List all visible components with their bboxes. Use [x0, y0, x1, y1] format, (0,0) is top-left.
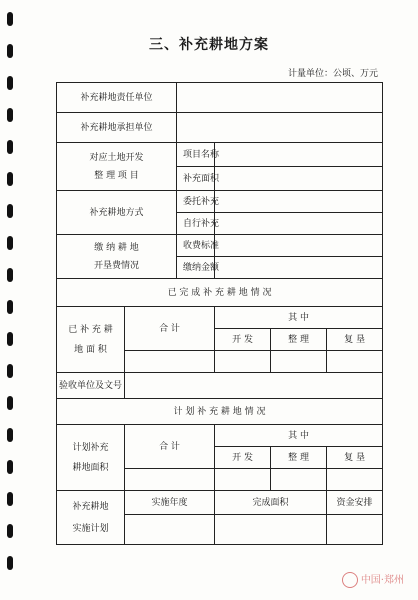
fee-label-line2: 开垦费情况 — [94, 260, 140, 271]
completed-of-which-label: 其 中 — [215, 307, 383, 329]
plan-reclaim-label: 复 垦 — [327, 447, 383, 469]
completed-area-label — [57, 307, 125, 373]
impl-year-label: 实施年度 — [125, 491, 215, 515]
self-value[interactable] — [215, 213, 383, 235]
completed-total-label: 合 计 — [125, 307, 215, 351]
impl-label-line1: 补充耕地 — [72, 501, 109, 512]
acceptance-value[interactable] — [125, 373, 383, 399]
responsible-unit-label: 补充耕地责任单位 — [57, 83, 177, 113]
completed-develop-label: 开 发 — [215, 329, 271, 351]
project-label-line2: 整 理 项 目 — [94, 170, 139, 181]
impl-fund-value[interactable] — [327, 515, 383, 545]
plan-rectify-value[interactable] — [271, 469, 327, 491]
completed-reclaim-label: 复 垦 — [327, 329, 383, 351]
fee-label-line1: 缴 纳 耕 地 — [94, 242, 139, 253]
project-name-label: 项目名称 — [177, 143, 215, 167]
method-label: 补充耕地方式 — [57, 191, 177, 235]
completed-label-line2: 地 面 积 — [74, 344, 107, 355]
fee-amount-value[interactable] — [215, 257, 383, 279]
fee-amount-label: 缴纳金额 — [177, 257, 215, 279]
impl-fund-label: 资金安排 — [327, 491, 383, 515]
watermark-text: 中国·郑州 — [360, 575, 404, 586]
impl-plan-label — [57, 491, 125, 545]
plan-develop-label: 开 发 — [215, 447, 271, 469]
self-label: 自行补充 — [177, 213, 215, 235]
fee-label — [57, 235, 177, 279]
completed-total-value[interactable] — [125, 351, 215, 373]
responsible-unit-value[interactable] — [177, 83, 383, 113]
plan-total-label: 合 计 — [125, 425, 215, 469]
completed-section-header: 已 完 成 补 充 耕 地 情 况 — [57, 279, 383, 307]
plan-label-line1: 计划补充 — [72, 442, 109, 453]
unit-note: 计量单位：公顷、万元 — [287, 69, 378, 79]
fee-standard-value[interactable] — [215, 235, 383, 257]
plan-label-line2: 耕地面积 — [72, 462, 109, 473]
project-label — [57, 143, 177, 191]
plan-develop-value[interactable] — [215, 469, 271, 491]
completed-rectify-label: 整 理 — [271, 329, 327, 351]
impl-label-line2: 实施计划 — [72, 523, 109, 534]
completed-develop-value[interactable] — [215, 351, 271, 373]
watermark — [342, 571, 404, 588]
page-title: 三、补充耕地方案 — [149, 37, 269, 53]
project-label-line1: 对应土地开发 — [89, 152, 144, 163]
supplement-plan-table — [56, 82, 383, 545]
binding-holes — [7, 0, 15, 600]
seal-icon — [342, 572, 358, 588]
undertaking-unit-label: 补充耕地承担单位 — [57, 113, 177, 143]
plan-area-label — [57, 425, 125, 491]
supplement-area-value[interactable] — [215, 167, 383, 191]
undertaking-unit-value[interactable] — [177, 113, 383, 143]
completed-label-line1: 已 补 充 耕 — [68, 324, 113, 335]
completed-rectify-value[interactable] — [271, 351, 327, 373]
plan-rectify-label: 整 理 — [271, 447, 327, 469]
impl-completed-area-value[interactable] — [215, 515, 327, 545]
completed-reclaim-value[interactable] — [327, 351, 383, 373]
supplement-area-label: 补充面积 — [177, 167, 215, 191]
plan-of-which-label: 其 中 — [215, 425, 383, 447]
acceptance-label: 验收单位及文号 — [57, 373, 125, 399]
impl-completed-area-label: 完成面积 — [215, 491, 327, 515]
plan-section-header: 计 划 补 充 耕 地 情 况 — [57, 399, 383, 425]
commissioned-value[interactable] — [215, 191, 383, 213]
project-name-value[interactable] — [215, 143, 383, 167]
fee-standard-label: 收费标准 — [177, 235, 215, 257]
plan-reclaim-value[interactable] — [327, 469, 383, 491]
plan-total-value[interactable] — [125, 469, 215, 491]
commissioned-label: 委托补充 — [177, 191, 215, 213]
impl-year-value[interactable] — [125, 515, 215, 545]
